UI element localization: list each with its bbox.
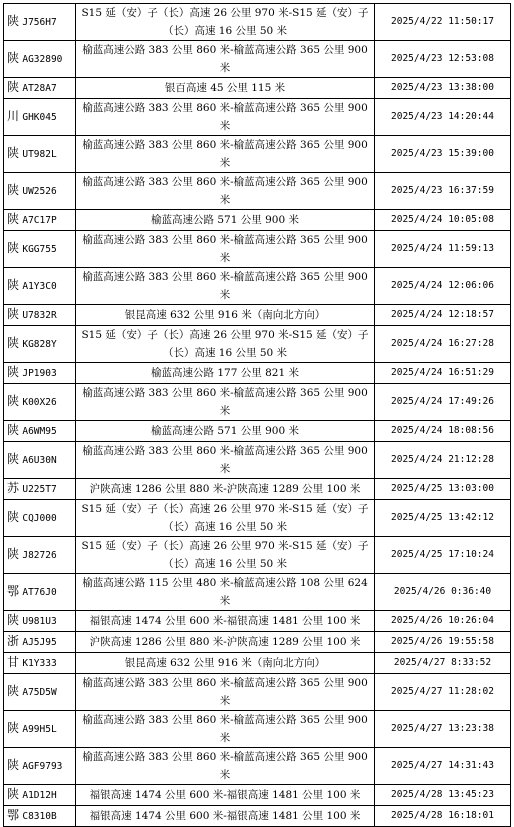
plate-cell	[4, 632, 76, 653]
table-body	[4, 4, 511, 827]
plate-number: U7832R	[22, 310, 57, 321]
plate-province: 陕	[7, 14, 20, 28]
plate-number: A1Y3C0	[22, 281, 57, 292]
plate-number: AT28A7	[22, 83, 57, 94]
plate-cell	[4, 442, 76, 479]
time-cell: 2025/4/22 11:50:17	[375, 4, 511, 41]
time-cell: 2025/4/24 16:27:28	[375, 326, 511, 363]
time-cell: 2025/4/26 10:26:04	[375, 611, 511, 632]
time-cell: 2025/4/24 11:59:13	[375, 231, 511, 268]
plate-cell	[4, 268, 76, 305]
time-cell: 2025/4/27 8:33:52	[375, 653, 511, 674]
time-cell: 2025/4/23 12:53:08	[375, 41, 511, 78]
plate-province: 陕	[7, 80, 20, 94]
plate-province: 陕	[7, 547, 20, 561]
plate-province: 鄂	[7, 584, 20, 598]
location-cell: 沪陕高速 1286 公里 880 米-沪陕高速 1289 公里 100 米	[76, 479, 375, 500]
location-cell: 榆蓝高速公路 571 公里 900 米	[76, 210, 375, 231]
plate-number: KGG755	[22, 244, 57, 255]
plate-province: 陕	[7, 365, 20, 379]
plate-cell	[4, 479, 76, 500]
plate-number: J82726	[22, 550, 57, 561]
location-cell: 福银高速 1474 公里 600 米-福银高速 1481 公里 100 米	[76, 785, 375, 806]
table-row	[4, 785, 511, 806]
table-row	[4, 632, 511, 653]
location-cell: 榆蓝高速公路 383 公里 860 米-榆蓝高速公路 365 公里 900 米	[76, 384, 375, 421]
location-cell: 榆蓝高速公路 383 公里 860 米-榆蓝高速公路 365 公里 900 米	[76, 748, 375, 785]
plate-number: UT982L	[22, 149, 57, 160]
time-cell: 2025/4/24 12:18:57	[375, 305, 511, 326]
table-row	[4, 4, 511, 41]
plate-province: 陕	[7, 212, 20, 226]
plate-number: JP1903	[22, 368, 57, 379]
plate-province: 陕	[7, 787, 20, 801]
location-cell: 榆蓝高速公路 177 公里 821 米	[76, 363, 375, 384]
location-cell: 榆蓝高速公路 115 公里 480 米-榆蓝高速公路 108 公里 624 米	[76, 574, 375, 611]
plate-number: C8310B	[22, 811, 57, 822]
records-table-container	[3, 3, 511, 827]
time-cell: 2025/4/25 13:42:12	[375, 500, 511, 537]
table-row	[4, 653, 511, 674]
location-cell: S15 延（安）子（长）高速 26 公里 970 米-S15 延（安）子（长）高速 16 公里 50 米	[76, 4, 375, 41]
time-cell: 2025/4/24 18:08:56	[375, 421, 511, 442]
plate-cell	[4, 41, 76, 78]
location-cell: 榆蓝高速公路 383 公里 860 米-榆蓝高速公路 365 公里 900 米	[76, 442, 375, 479]
time-cell: 2025/4/24 17:49:26	[375, 384, 511, 421]
location-cell: 榆蓝高速公路 383 公里 860 米-榆蓝高速公路 365 公里 900 米	[76, 674, 375, 711]
plate-province: 陕	[7, 278, 20, 292]
plate-cell	[4, 4, 76, 41]
time-cell: 2025/4/28 16:18:01	[375, 806, 511, 827]
table-row	[4, 210, 511, 231]
plate-province: 陕	[7, 146, 20, 160]
location-cell: S15 延（安）子（长）高速 26 公里 970 米-S15 延（安）子（长）高速 16 公里 50 米	[76, 500, 375, 537]
time-cell: 2025/4/24 10:05:08	[375, 210, 511, 231]
plate-cell	[4, 611, 76, 632]
plate-number: UW2526	[22, 186, 57, 197]
location-cell: 银昆高速 632 公里 916 米（南向北方向）	[76, 653, 375, 674]
plate-province: 陕	[7, 307, 20, 321]
location-cell: 银昆高速 632 公里 916 米（南向北方向）	[76, 305, 375, 326]
table-row	[4, 326, 511, 363]
plate-province: 陕	[7, 510, 20, 524]
table-row	[4, 41, 511, 78]
plate-cell	[4, 748, 76, 785]
table-row	[4, 384, 511, 421]
location-cell: 沪陕高速 1286 公里 880 米-沪陕高速 1289 公里 100 米	[76, 632, 375, 653]
time-cell: 2025/4/26 19:55:58	[375, 632, 511, 653]
plate-number: KG828Y	[22, 339, 57, 350]
time-cell: 2025/4/25 17:10:24	[375, 537, 511, 574]
plate-number: AGF9793	[22, 761, 63, 772]
time-cell: 2025/4/23 16:37:59	[375, 173, 511, 210]
time-cell: 2025/4/27 13:23:38	[375, 711, 511, 748]
table-row	[4, 173, 511, 210]
location-cell: S15 延（安）子（长）高速 26 公里 970 米-S15 延（安）子（长）高速 16 公里 50 米	[76, 537, 375, 574]
plate-cell	[4, 173, 76, 210]
plate-cell	[4, 674, 76, 711]
plate-number: A75D5W	[22, 687, 57, 698]
time-cell: 2025/4/27 14:31:43	[375, 748, 511, 785]
plate-cell	[4, 78, 76, 99]
table-row	[4, 537, 511, 574]
plate-cell	[4, 99, 76, 136]
plate-number: AG32890	[22, 54, 63, 65]
plate-number: AJ5J95	[22, 637, 57, 648]
table-row	[4, 305, 511, 326]
plate-number: A99H5L	[22, 724, 57, 735]
plate-number: A6WM95	[22, 426, 57, 437]
table-row	[4, 421, 511, 442]
plate-province: 陕	[7, 613, 20, 627]
plate-province: 浙	[7, 634, 20, 648]
location-cell: 榆蓝高速公路 383 公里 860 米-榆蓝高速公路 365 公里 900 米	[76, 231, 375, 268]
plate-province: 陕	[7, 51, 20, 65]
table-row	[4, 268, 511, 305]
location-cell: 榆蓝高速公路 383 公里 860 米-榆蓝高速公路 365 公里 900 米	[76, 268, 375, 305]
plate-number: U225T7	[22, 484, 57, 495]
location-cell: 银百高速 45 公里 115 米	[76, 78, 375, 99]
table-row	[4, 711, 511, 748]
plate-cell	[4, 785, 76, 806]
plate-province: 苏	[7, 481, 20, 495]
table-row	[4, 674, 511, 711]
time-cell: 2025/4/26 0:36:40	[375, 574, 511, 611]
plate-province: 陕	[7, 241, 20, 255]
plate-province: 陕	[7, 423, 20, 437]
location-cell: 榆蓝高速公路 383 公里 860 米-榆蓝高速公路 365 公里 900 米	[76, 136, 375, 173]
plate-cell	[4, 537, 76, 574]
plate-number: CQJ000	[22, 513, 57, 524]
table-row	[4, 136, 511, 173]
location-cell: 榆蓝高速公路 383 公里 860 米-榆蓝高速公路 365 公里 900 米	[76, 711, 375, 748]
plate-cell	[4, 574, 76, 611]
plate-province: 陕	[7, 721, 20, 735]
plate-number: AT76J0	[22, 587, 57, 598]
plate-number: K1Y333	[22, 658, 57, 669]
time-cell: 2025/4/28 13:45:23	[375, 785, 511, 806]
plate-cell	[4, 421, 76, 442]
table-row	[4, 500, 511, 537]
plate-number: A1D12H	[22, 790, 57, 801]
plate-cell	[4, 305, 76, 326]
location-cell: S15 延（安）子（长）高速 26 公里 970 米-S15 延（安）子（长）高速 16 公里 50 米	[76, 326, 375, 363]
plate-cell	[4, 210, 76, 231]
table-row	[4, 611, 511, 632]
table-row	[4, 479, 511, 500]
plate-cell	[4, 136, 76, 173]
plate-cell	[4, 384, 76, 421]
time-cell: 2025/4/23 15:39:00	[375, 136, 511, 173]
time-cell: 2025/4/23 14:20:44	[375, 99, 511, 136]
table-row	[4, 574, 511, 611]
plate-number: K00X26	[22, 397, 57, 408]
table-row	[4, 748, 511, 785]
time-cell: 2025/4/24 16:51:29	[375, 363, 511, 384]
time-cell: 2025/4/24 12:06:06	[375, 268, 511, 305]
plate-province: 陕	[7, 183, 20, 197]
plate-province: 鄂	[7, 808, 20, 822]
table-row	[4, 442, 511, 479]
plate-province: 陕	[7, 394, 20, 408]
plate-cell	[4, 806, 76, 827]
plate-cell	[4, 500, 76, 537]
plate-cell	[4, 711, 76, 748]
plate-number: A7C17P	[22, 215, 57, 226]
plate-province: 陕	[7, 758, 20, 772]
plate-number: A6U30N	[22, 455, 57, 466]
location-cell: 榆蓝高速公路 383 公里 860 米-榆蓝高速公路 365 公里 900 米	[76, 41, 375, 78]
plate-number: GHK045	[22, 112, 57, 123]
table-row	[4, 363, 511, 384]
time-cell: 2025/4/23 13:38:00	[375, 78, 511, 99]
plate-number: J756H7	[22, 17, 57, 28]
time-cell: 2025/4/25 13:03:00	[375, 479, 511, 500]
plate-cell	[4, 231, 76, 268]
location-cell: 榆蓝高速公路 383 公里 860 米-榆蓝高速公路 365 公里 900 米	[76, 173, 375, 210]
plate-cell	[4, 653, 76, 674]
table-row	[4, 78, 511, 99]
location-cell: 榆蓝高速公路 571 公里 900 米	[76, 421, 375, 442]
location-cell: 福银高速 1474 公里 600 米-福银高速 1481 公里 100 米	[76, 611, 375, 632]
plate-cell	[4, 363, 76, 384]
plate-province: 陕	[7, 452, 20, 466]
plate-province: 陕	[7, 336, 20, 350]
plate-province: 川	[7, 109, 20, 123]
plate-cell	[4, 326, 76, 363]
time-cell: 2025/4/27 11:28:02	[375, 674, 511, 711]
table-row	[4, 99, 511, 136]
table-row	[4, 231, 511, 268]
plate-number: U981U3	[22, 616, 57, 627]
location-cell: 榆蓝高速公路 383 公里 860 米-榆蓝高速公路 365 公里 900 米	[76, 99, 375, 136]
violation-records-table	[3, 3, 511, 827]
plate-province: 陕	[7, 684, 20, 698]
table-row	[4, 806, 511, 827]
plate-province: 甘	[7, 655, 20, 669]
time-cell: 2025/4/24 21:12:28	[375, 442, 511, 479]
location-cell: 福银高速 1474 公里 600 米-福银高速 1481 公里 100 米	[76, 806, 375, 827]
